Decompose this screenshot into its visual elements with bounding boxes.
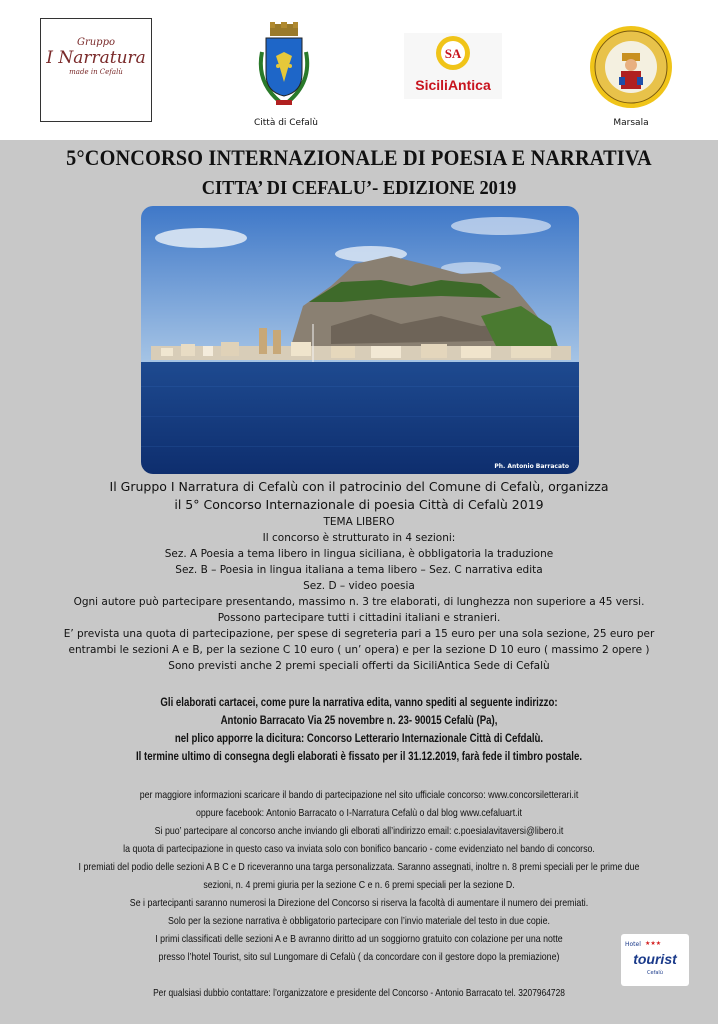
rules-line: Ogni autore può partecipare presentando, massimo n. 3 tre elaborati, di lunghezza non superiore a 45 versi. [73,596,645,608]
narratura-logo [40,18,152,122]
siciliantica-logo-text: SiciliAntica [415,77,491,93]
rules-line: Sono previsti anche 2 premi speciali offerti da SiciliAntica Sede di Cefalù [168,660,550,672]
hotel-logo-name: tourist [633,951,677,967]
info-line: presso l’hotel Tourist, sito sul Lungomare di Cefalù ( da concordare con il gestore dopo la premiazione) [158,951,560,963]
rules-line: Sez. D – video poesia [303,580,415,592]
rules-line: E’ prevista una quota di partecipazione, per spese di segreteria pari a 15 euro per una sola sezione, 25 euro per [63,628,655,640]
intro-line: il 5° Concorso Internazionale di poesia Città di Cefalù 2019 [174,497,544,512]
svg-text:SA: SA [444,46,462,61]
hotel-stars-icon: ★★★ [645,940,662,947]
page-subtitle: CITTA’ DI CEFALU’- EDIZIONE 2019 [201,177,517,199]
narratura-logo-line1: Gruppo [76,37,116,48]
siciliantica-emblem-icon [404,33,502,77]
shipping-section [57,694,660,766]
contact-line: Per qualsiasi dubbio contattare: l’organizzatore e presidente del Concorso - Antonio Barracato tel. 3207964728 [153,988,565,999]
info-section [57,786,660,966]
cefalu-landscape-image [141,206,579,474]
shipping-line: nel plico apporre la dicitura: Concorso Letterario Internazionale Città di Cefdalù. [174,733,544,745]
cefalu-photo [141,206,579,474]
rules-line: entrambi le sezioni A e B, per la sezione C 10 euro ( un’ opera) e per la sezione D 10 euro ( massimo 2 opere ) [68,644,650,656]
hotel-logo-city: Cefalù [647,970,663,976]
siciliantica-logo [404,33,502,99]
narratura-logo-line2: I Narratura [46,48,146,68]
intro-line: Il Gruppo I Narratura di Cefalù con il patrocinio del Comune di Cefalù, organizza [109,479,609,494]
info-line: oppure facebook: Antonio Barracato o I-Narratura Cefalù o dal blog www.cefaluart.it [195,807,523,819]
narratura-logo-line3: made in Cefalù [69,68,123,76]
hotel-tourist-logo [621,934,689,986]
info-line: I premiati del podio delle sezioni A B C e D riceveranno una targa personalizzata. Saranno assegnati, inoltre n. 8 premi speciali per le prime due [78,861,640,873]
marsala-caption: Marsala [613,118,649,128]
header-band [0,0,718,140]
shipping-line: Il termine ultimo di consegna degli elaborati è fissato per il 31.12.2019, farà fede il timbro postale. [135,751,583,763]
rules-line: Possono partecipare tutti i cittadini italiani e stranieri. [217,612,501,624]
info-line: Solo per la sezione narrativa è obbligatorio partecipare con l’invio materiale del testo in due copie. [168,915,550,927]
rules-line: Sez. A Poesia a tema libero in lingua siciliana, è obbligatoria la traduzione [164,548,554,560]
hotel-logo-small: Hotel [625,941,641,948]
marsala-academy-seal-icon [589,25,673,109]
photo-credit: Ph. Antonio Barracato [494,463,569,470]
info-line: Se i partecipanti saranno numerosi la Direzione del Concorso si riserva la facoltà di aumentare il numero dei premiati. [129,897,589,909]
info-line: I primi classificati delle sezioni A e B avranno diritto ad un soggiorno gratuito con colazione per una notte [155,933,563,945]
shipping-line: Gli elaborati cartacei, come pure la narrativa edita, vanno spediti al seguente indirizzo: [160,697,558,709]
info-line: Si puo’ partecipare al concorso anche inviando gli elborati all’indirizzo email: c.poesialavitaversi@libero.it [154,825,564,837]
info-line: per maggiore informazioni scaricare il bando di partecipazione nel sito ufficiale concorso: www.concorsiletterari.it [139,789,579,801]
cefalu-caption: Città di Cefalù [253,118,318,128]
info-line: sezioni, n. 4 premi giuria per la sezione C e n. 6 premi speciali per la sezione D. [203,879,515,891]
intro-section [0,478,718,674]
cefalu-coat-of-arms-icon [252,22,316,112]
info-line: la quota di partecipazione in questo caso va inviata solo con bonifico bancario - come evidenziato nel bando di concorso. [123,843,595,855]
rules-line: Il concorso è strutturato in 4 sezioni: [262,532,456,544]
rules-line: Sez. B – Poesia in lingua italiana a tema libero – Sez. C narrativa edita [175,564,543,576]
rules-line: TEMA LIBERO [323,516,395,528]
shipping-line: Antonio Barracato Via 25 novembre n. 23- 90015 Cefalù (Pa), [220,715,498,727]
page-title: 5°CONCORSO INTERNAZIONALE DI POESIA E NARRATIVA [66,145,652,170]
